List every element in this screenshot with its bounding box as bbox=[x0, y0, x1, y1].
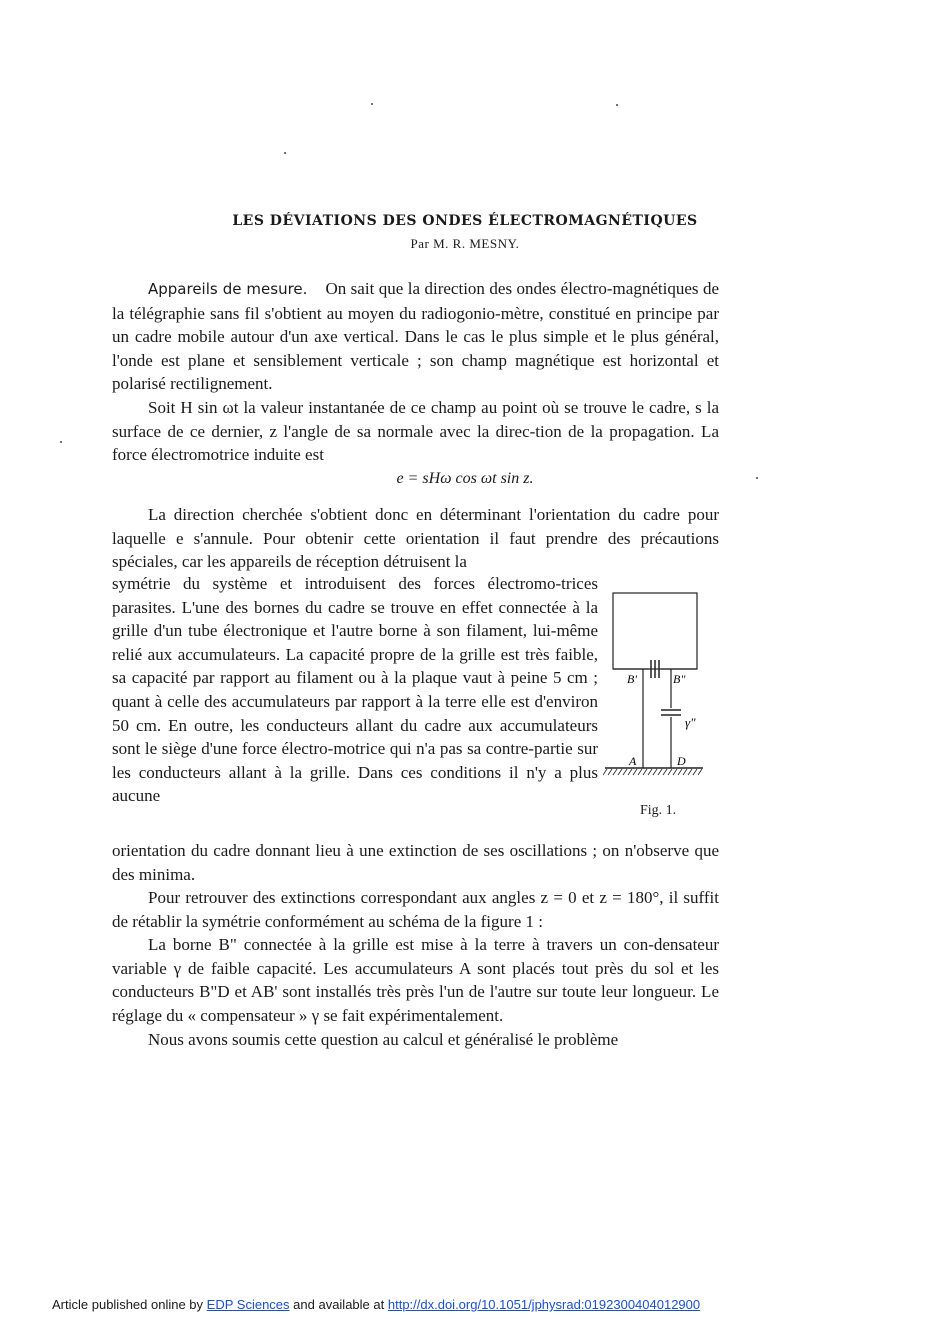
paragraph-1-text: On sait que la direction des ondes électro-magnétiques de la télégraphie sans fil s'obtient au moyen du radiogonio-mètre, constitué en principe par un cadre mobile autour d'un axe vertical. Dans le cas le plus simple et le plus général, l'onde est plane et sensiblement verticale ; son champ magnétique est horizontal et polarisé rectilignement. bbox=[112, 279, 719, 394]
paragraph-5: La borne B" connectée à la grille est mise à la terre à travers un con-densateur variable γ de faible capacité. Les accumulateurs A sont placés tout près du sol et les conducteurs B"D et AB' sont installés très près l'un de l'autre sur toute leur longueur. Le réglage du « compensateur » γ se fait expérimentalement. bbox=[112, 935, 719, 1025]
paragraph-3-wrap: symétrie du système et introduisent des forces électromo-trices parasites. L'une des bornes du cadre se trouve en effet connectée à la grille d'un tube électronique et l'autre borne à son filament, lui-même relié aux accumulateurs. La capacité propre de la grille est très faible, sa capacité par rapport au filament ou à la plaque vaut à peine 5 cm ; quant à celle des accumulateurs par rapport à la terre elle est d'environ 50 cm. En outre, les conducteurs allant du cadre aux accumulateurs sont le siège d'une force électro-motrice qui n'a pas sa contre-partie sur les conducteurs allant à la grille. Dans ces conditions il n'y a plus aucune bbox=[112, 574, 598, 806]
ground-hatching bbox=[603, 769, 702, 775]
article-author: Par M. R. MESNY. bbox=[410, 236, 520, 251]
paragraph-3-end-text: orientation du cadre donnant lieu à une extinction de ses oscillations ; on n'observe que des minima. bbox=[112, 841, 719, 884]
doi-link[interactable]: http://dx.doi.org/10.1051/jphysrad:0192300404012900 bbox=[387, 1297, 701, 1312]
paragraph-3-end bbox=[112, 839, 719, 886]
section-heading: Appareils de mesure. bbox=[148, 280, 308, 298]
footer bbox=[52, 1297, 700, 1312]
circuit-diagram bbox=[603, 588, 713, 788]
speck bbox=[371, 103, 373, 105]
article-title: LES DÉVIATIONS DES ONDES ÉLECTROMAGNÉTIQUES bbox=[232, 213, 698, 229]
figure-1 bbox=[603, 588, 713, 788]
paragraph-1 bbox=[112, 277, 719, 396]
speck bbox=[60, 441, 62, 443]
paragraph-3-text: La direction cherchée s'obtient donc en déterminant l'orientation du cadre pour laquelle e s'annule. Pour obtenir cette orientation il faut prendre des précautions spéciales, car les appareils de réception détruisent la bbox=[112, 505, 719, 572]
later-block bbox=[112, 886, 719, 1051]
publisher-link[interactable]: EDP Sciences bbox=[206, 1297, 290, 1312]
speck bbox=[616, 104, 618, 106]
label-a: A bbox=[629, 754, 637, 768]
label-b-double-prime: B" bbox=[673, 672, 686, 686]
paragraph-6: Nous avons soumis cette question au calcul et généralisé le problème bbox=[148, 1029, 619, 1049]
intro-block bbox=[112, 277, 719, 467]
frame-loop bbox=[613, 593, 697, 669]
footer-middle: and available at bbox=[293, 1297, 385, 1312]
label-b-prime: B' bbox=[627, 672, 637, 686]
footer-prefix: Article published online by bbox=[52, 1297, 204, 1312]
paragraph-4: Pour retrouver des extinctions correspondant aux angles z = 0 et z = 180°, il suffit de rétablir la symétrie conformément au schéma de la figure 1 : bbox=[112, 888, 719, 931]
label-gamma: γ" bbox=[685, 715, 696, 730]
paragraph-3 bbox=[112, 503, 719, 574]
figure-caption: Fig. 1. bbox=[640, 803, 677, 818]
equation: e = sHω cos ωt sin z. bbox=[396, 470, 534, 487]
paragraph-2: Soit H sin ωt la valeur instantanée de ce champ au point où se trouve le cadre, s la surface de ce dernier, z l'angle de sa normale avec la direc-tion de la propagation. La force électromotrice induite est bbox=[112, 397, 719, 465]
label-d: D bbox=[677, 754, 686, 768]
speck bbox=[284, 152, 286, 154]
